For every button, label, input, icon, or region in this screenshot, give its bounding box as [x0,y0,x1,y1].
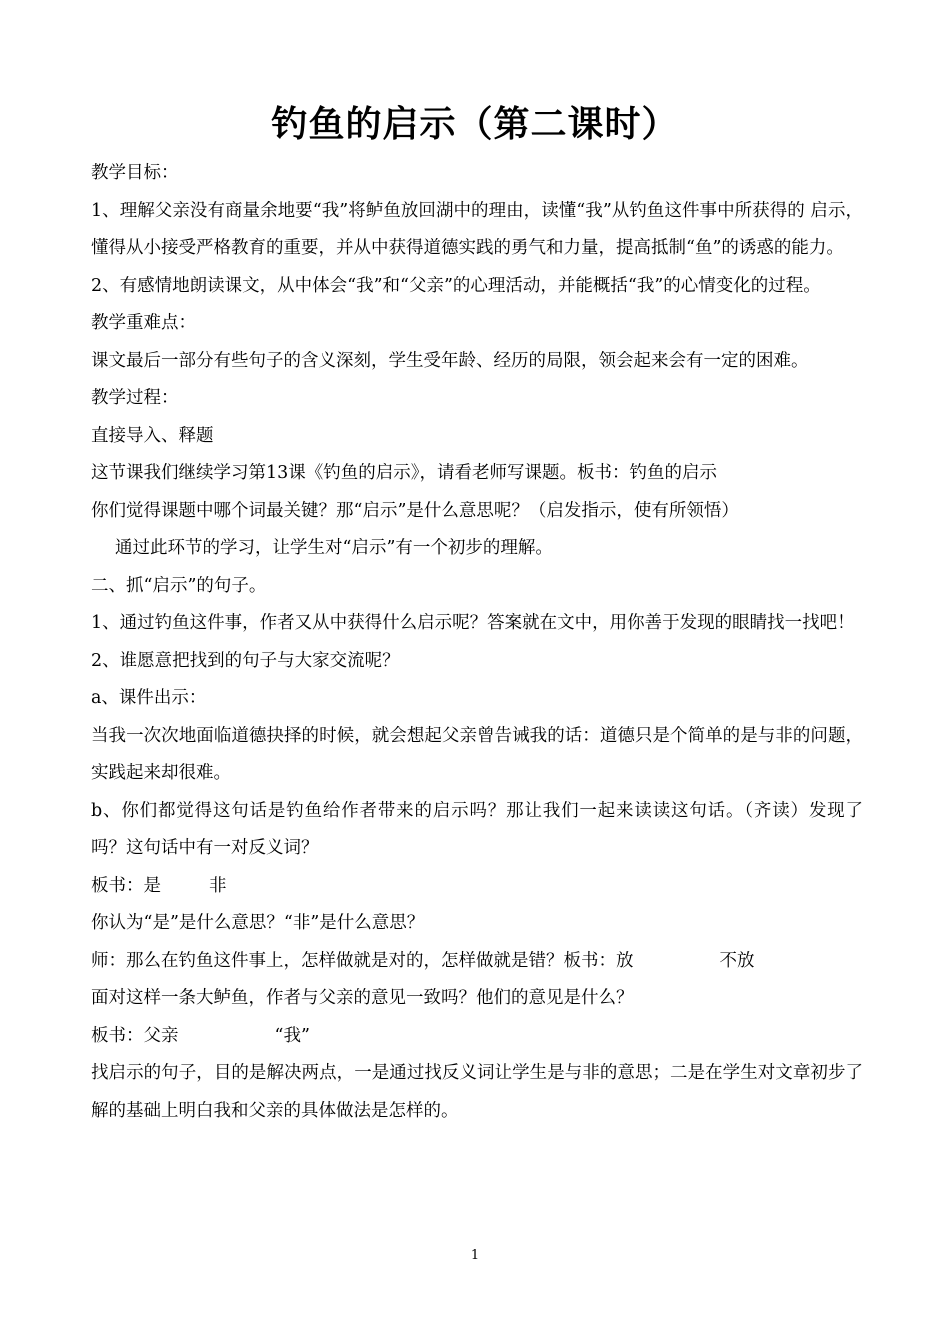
board-writing-2-right: “我” [274,1025,310,1046]
intro-text: 这节课我们继续学习第13课《钓鱼的启示》，请看老师写课题。板书：钓鱼的启示 [91,463,718,483]
section-two-heading: 二、抓“启示”的句子。 [91,575,267,596]
quoted-sentence: 当我一次次地面临道德抉择的时候，就会想起父亲曾告诫我的话：道德只是个简单的是与非的问题，实践起来却很难。 [91,725,863,783]
intro-note: 通过此环节的学习，让学生对“启示”有一个初步的理解。 [115,538,553,558]
goal-item-2: 2、有感情地朗读课文，从中体会“我”和“父亲”的心理活动，并能概括“我”的心情变化的过程。 [91,275,821,296]
heading-teaching-process: 教学过程： [91,388,179,408]
step-1: 1、通过钓鱼这件事，作者又从中获得什么启示呢？答案就在文中，用你善于发现的眼睛找一找吧！ [91,613,855,633]
document-body [91,155,863,1130]
opinion-question: 面对这样一条大鲈鱼，作者与父亲的意见一致吗？他们的意见是什么？ [91,988,634,1008]
heading-teaching-goals: 教学目标： [91,163,179,183]
key-difficulties-text: 课文最后一部分有些句子的含义深刻，学生受年龄、经历的局限，领会起来会有一定的困难。 [91,350,809,371]
step-a-label: a、课件出示： [91,688,207,708]
summary-note: 找启示的句子，目的是解决两点，一是通过找反义词让学生是与非的意思；二是在学生对文章初步了解的基础上明白我和父亲的具体做法是怎样的。 [91,1063,863,1121]
board-writing-1 [91,868,863,906]
intro-question: 你们觉得课题中哪个词最关键？那“启示”是什么意思呢？（启发指示，使有所领悟） [91,500,739,521]
teacher-question [91,943,863,981]
board-writing-1-right: 非 [209,875,227,896]
board-writing-2-left: 板书：父亲 [91,1025,179,1046]
step-b: b、你们都觉得这句话是钓鱼给作者带来的启示吗？那让我们一起来读读这句话。（齐读）发现了吗？这句话中有一对反义词？ [91,800,863,858]
teacher-question-right: 不放 [719,950,755,971]
goal-item-1: 1、理解父亲没有商量余地要“我”将鲈鱼放回湖中的理由，读懂“我”从钓鱼这件事中所获得的 启示，懂得从小接受严格教育的重要，并从中获得道德实践的勇气和力量，提高抵制“鱼”的诱惑的能力。 [91,200,863,258]
step-2: 2、谁愿意把找到的句子与大家交流呢？ [91,650,400,671]
document-title: 钓鱼的启示（第二课时） [271,103,679,145]
section-intro-heading: 直接导入、释题 [91,425,214,446]
heading-key-difficulties: 教学重难点： [91,313,196,333]
meaning-question: 你认为“是”是什么意思？“非”是什么意思？ [91,913,425,933]
board-writing-1-left: 板书：是 [91,875,161,896]
board-writing-2 [91,1018,863,1056]
teacher-question-left: 师：那么在钓鱼这件事上，怎样做就是对的，怎样做就是错？板书：放 [91,950,634,971]
page-number: 1 [470,1248,480,1263]
